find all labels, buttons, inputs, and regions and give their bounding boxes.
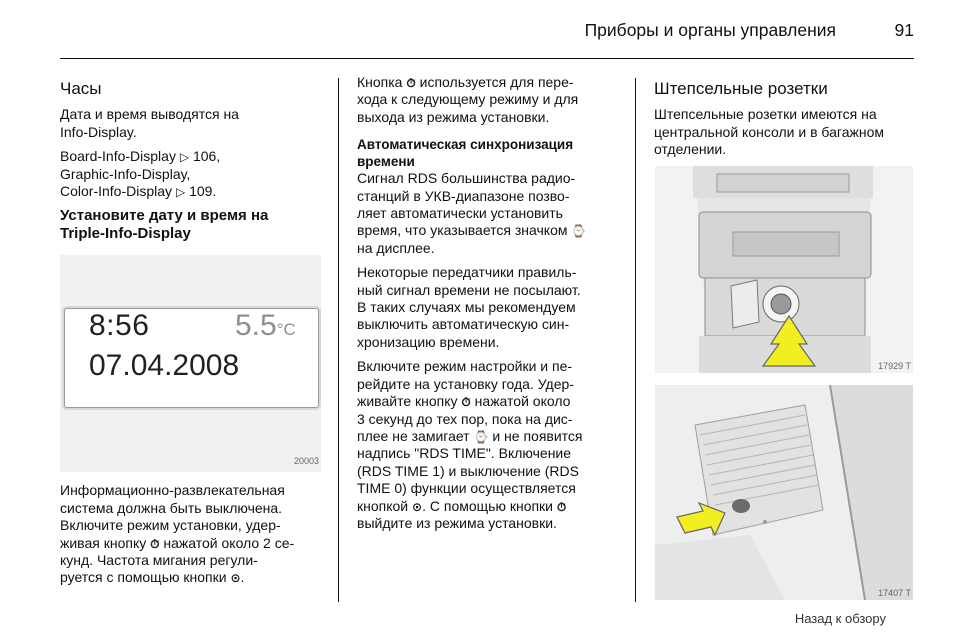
column-rds bbox=[357, 74, 621, 539]
subheading-set-date-time: Установите дату и время на Triple-Info-Display bbox=[60, 207, 269, 243]
page-header-title: Приборы и органы управления bbox=[584, 20, 836, 40]
luggage-illustration bbox=[655, 385, 913, 600]
rds-intro: Сигнал RDS большинства радио- станций в УКВ-диапазоне позво- ляет автоматически установить время, что указывается значком ⌚ на дисплее. bbox=[357, 170, 587, 256]
center-console-socket-photo bbox=[655, 166, 913, 373]
header-rule bbox=[60, 58, 914, 59]
column-divider bbox=[338, 78, 339, 602]
display-date: 07.04.2008 bbox=[89, 349, 240, 383]
rds-icon: ⌚ bbox=[473, 429, 489, 444]
photo-code: 17929 T bbox=[878, 361, 911, 371]
ref-color-info[interactable]: Color-Info-Display ▷ 109. bbox=[60, 183, 217, 200]
display-time: 8:56 bbox=[89, 309, 150, 343]
clock-button-icon: ⏱ bbox=[461, 395, 471, 410]
page-number: 91 bbox=[894, 20, 914, 40]
clock-button-icon: ⏱ bbox=[556, 499, 567, 514]
ref-board-info[interactable]: Board-Info-Display ▷ 106, bbox=[60, 148, 221, 165]
knob-button-icon: ⊙ bbox=[230, 571, 241, 586]
column-sockets bbox=[654, 74, 916, 166]
column-clock bbox=[60, 74, 324, 594]
triple-info-display-figure bbox=[60, 255, 321, 472]
photo-code: 17407 T bbox=[878, 588, 911, 598]
page-ref-icon: ▷ bbox=[175, 185, 186, 200]
console-illustration bbox=[655, 166, 913, 373]
ref-graphic-info: Graphic-Info-Display, bbox=[60, 165, 191, 182]
subheading-auto-sync: Автоматическая синхронизация времени bbox=[357, 137, 574, 170]
knob-button-icon: ⊙ bbox=[412, 499, 423, 514]
display-references bbox=[60, 148, 324, 200]
page-ref-icon: ▷ bbox=[179, 150, 190, 165]
clock-instructions: Информационно-развлекательная система должна быть выключена. Включите режим установки, удер- живая кнопку ⏱ нажатой около 2 се- кунд. Частота мигания регули- руется с помощью кнопки ⊙. bbox=[60, 482, 295, 586]
figure-code: 20003 bbox=[293, 456, 319, 467]
column-divider bbox=[635, 78, 636, 602]
clock-intro: Дата и время выводятся на Info-Display. bbox=[60, 106, 239, 140]
clock-button-icon: ⏱ bbox=[150, 536, 160, 551]
sockets-intro: Штепсельные розетки имеются на центральной консоли и в багажном отделении. bbox=[654, 106, 884, 158]
luggage-socket-photo bbox=[655, 385, 913, 600]
display-screen bbox=[64, 308, 319, 408]
back-to-overview-link[interactable]: Назад к обзору bbox=[794, 611, 886, 626]
section-title-clock: Часы bbox=[60, 79, 102, 98]
clock-button-icon: ⏱ bbox=[406, 76, 416, 90]
display-temperature: 5.5°C bbox=[235, 309, 296, 343]
section-title-sockets: Штепсельные розетки bbox=[654, 79, 828, 98]
rds-recommendation: Некоторые передатчики правиль- ный сигнал времени не посылают. В таких случаях мы рекомендуем выключить автоматическую син- хронизацию времени. bbox=[357, 264, 581, 350]
rds-icon: ⌚ bbox=[571, 224, 587, 239]
rds-procedure: Включите режим настройки и пе- рейдите на установку года. Удер- живайте кнопку ⏱ нажатой около 3 секунд до тех пор, пока на дис- плее не замигает ⌚ и не появится надпись "RDS TIME". Включение (RDS TIME 1) и выключение (RDS TIME 0) функции осуществляется кнопкой ⊙. С помощью кнопки ⏱ выйдите из режима установки. bbox=[357, 358, 583, 531]
button-usage: Кнопка ⏱ используется для пере- хода к следующему режиму и для выхода из режима установки. bbox=[357, 74, 579, 125]
